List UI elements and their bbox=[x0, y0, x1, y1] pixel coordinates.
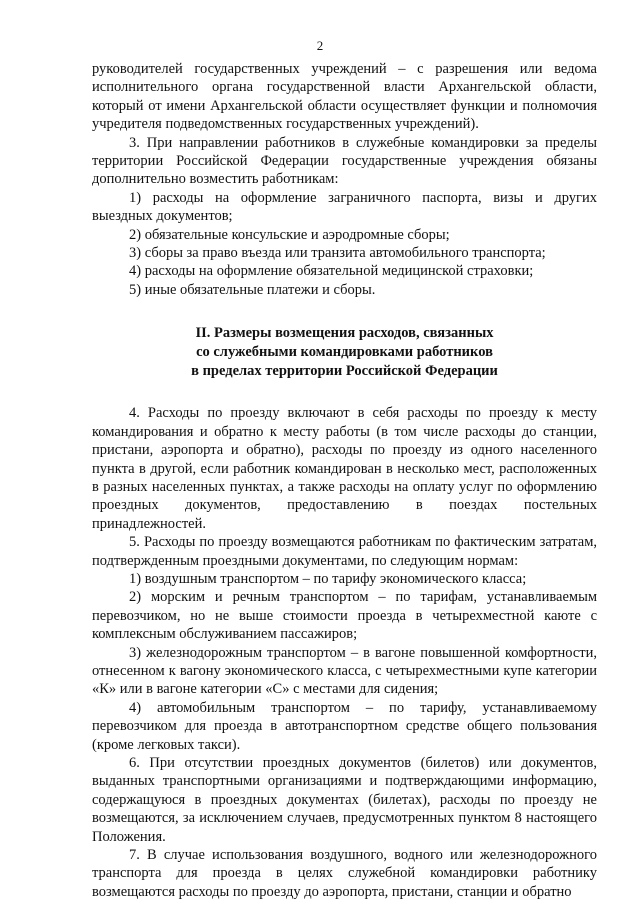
list-item: 3) железнодорожным транспортом – в вагоне повышенной комфортности, отнесенном к вагону экономического класса, с четырехместными купе категории «К» или в вагоне категории «С» с местами для сидения; bbox=[92, 644, 597, 698]
section-heading-line: в пределах территории Российской Федерации bbox=[191, 363, 498, 380]
paragraph-point-5: 5. Расходы по проезду возмещаются работникам по фактическим затратам, подтвержденным проездными документами, по следующим нормам: bbox=[92, 534, 597, 569]
list-item: 1) расходы на оформление заграничного паспорта, визы и других выездных документов; bbox=[92, 189, 597, 225]
section-heading bbox=[92, 324, 597, 381]
page-number: 2 bbox=[316, 38, 324, 53]
list-item: 2) обязательные консульские и аэродромные сборы; bbox=[129, 226, 450, 243]
section-heading-line: II. Размеры возмещения расходов, связанных bbox=[195, 325, 494, 342]
list-item: 1) воздушным транспортом – по тарифу экономического класса; bbox=[129, 570, 527, 587]
paragraph-point-4: 4. Расходы по проезду включают в себя расходы по проезду к месту командирования и обратно к месту работы (в том числе расходы до станции, пристани, аэропорта и обратно), расходы по проезду из одного населенного пункта в другой, если работник командирован в несколько мест, расположенных в разных населенных пунктах, а также расходы на оплату услуг по оформлению проездных документов, предоставлению в поездах постельных принадлежностей. bbox=[92, 405, 597, 532]
list-item: 5) иные обязательные платежи и сборы. bbox=[129, 281, 376, 298]
list-item: 3) сборы за право въезда или транзита автомобильного транспорта; bbox=[129, 245, 546, 262]
section-heading-line: со служебными командировками работников bbox=[196, 344, 493, 361]
list-item: 4) расходы на оформление обязательной медицинской страховки; bbox=[129, 263, 534, 280]
document-body bbox=[92, 60, 597, 901]
list-item: 4) автомобильным транспортом – по тарифу, устанавливаемому перевозчиком для проезда в автотранспортном средстве общего пользования (кроме легковых такси). bbox=[92, 699, 597, 753]
list-item: 2) морским и речным транспортом – по тарифам, устанавливаемым перевозчиком, но не выше стоимости проезда в четырехместной каюте с комплексным обслуживанием пассажиров; bbox=[92, 589, 597, 643]
paragraph-point-7: 7. В случае использования воздушного, водного или железнодорожного транспорта для проезда в целях служебной командировки работнику возмещаются расходы по проезду до аэропорта, пристани, станции и обратно bbox=[92, 847, 597, 900]
intro-paragraph: руководителей государственных учреждений – с разрешения или ведома исполнительного органа государственной власти Архангельской области, который от имени Архангельской области осуществляет функции и полномочия учредителя подведомственных государственных учреждений). bbox=[92, 61, 597, 133]
paragraph-point-3: 3. При направлении работников в служебные командировки за пределы территории Российской Федерации государственные учреждения обязаны дополнительно возместить работникам: bbox=[92, 134, 597, 188]
paragraph-point-6: 6. При отсутствии проездных документов (билетов) или документов, выданных транспортными организациями и подтверждающими информацию, содержащуюся в проездных документах (билетах), расходы по проезду не возмещаются, за исключением случаев, предусмотренных пунктом 8 настоящего Положения. bbox=[92, 755, 597, 845]
